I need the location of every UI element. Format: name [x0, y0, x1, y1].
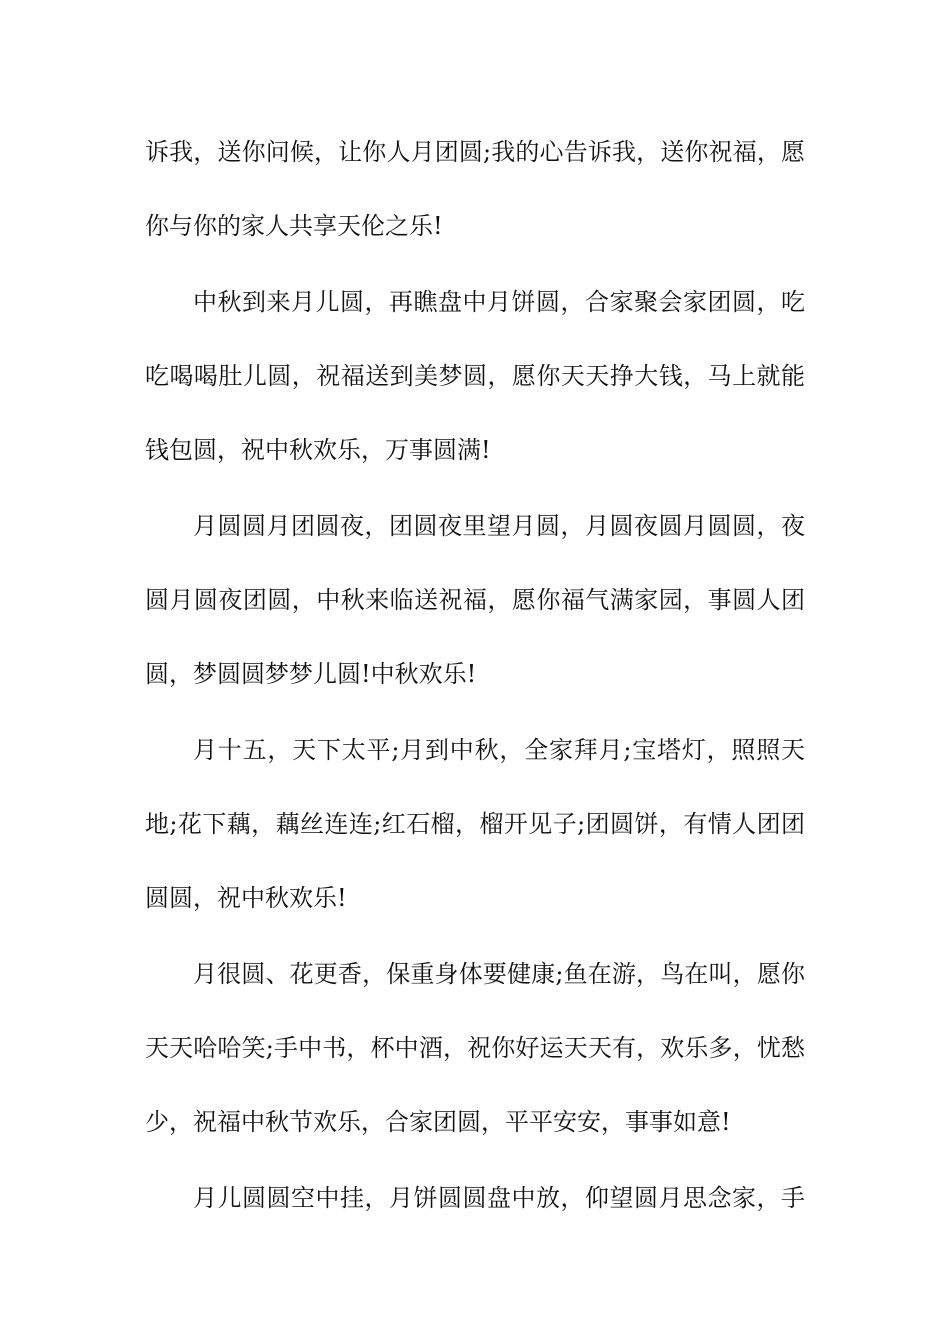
text-line-15: 月儿圆圆空中挂，月饼圆圆盘中放，仰望圆月思念家，手 — [193, 1184, 805, 1212]
text-line-2: 你与你的家人共享天伦之乐! — [145, 212, 443, 240]
text-line-1: 诉我，送你问候，让你人月团圆;我的心告诉我，送你祝福，愿 — [145, 138, 805, 166]
text-line-4: 吃喝喝肚儿圆，祝福送到美梦圆，愿你天天挣大钱，马上就能 — [145, 362, 805, 390]
text-line-7: 圆月圆夜团圆，中秋来临送祝福，愿你福气满家园，事圆人团 — [145, 586, 805, 614]
text-line-9: 月十五，天下太平;月到中秋，全家拜月;宝塔灯，照照天 — [193, 736, 805, 764]
text-line-12: 月很圆、花更香，保重身体要健康;鱼在游，鸟在叫，愿你 — [193, 960, 805, 988]
text-line-3: 中秋到来月儿圆，再瞧盘中月饼圆，合家聚会家团圆，吃 — [193, 288, 805, 316]
text-line-14: 少，祝福中秋节欢乐，合家团圆，平平安安，事事如意! — [145, 1108, 731, 1136]
text-line-10: 地;花下藕，藕丝连连;红石榴，榴开见子;团圆饼，有情人团团 — [145, 810, 805, 838]
text-line-8: 圆，梦圆圆梦梦儿圆!中秋欢乐! — [145, 660, 477, 688]
text-line-5: 钱包圆，祝中秋欢乐，万事圆满! — [145, 436, 491, 464]
text-line-6: 月圆圆月团圆夜，团圆夜里望月圆，月圆夜圆月圆圆，夜 — [193, 512, 805, 540]
text-line-13: 天天哈哈笑;手中书，杯中酒，祝你好运天天有，欢乐多，忧愁 — [145, 1034, 805, 1062]
text-line-11: 圆圆，祝中秋欢乐! — [145, 884, 347, 912]
